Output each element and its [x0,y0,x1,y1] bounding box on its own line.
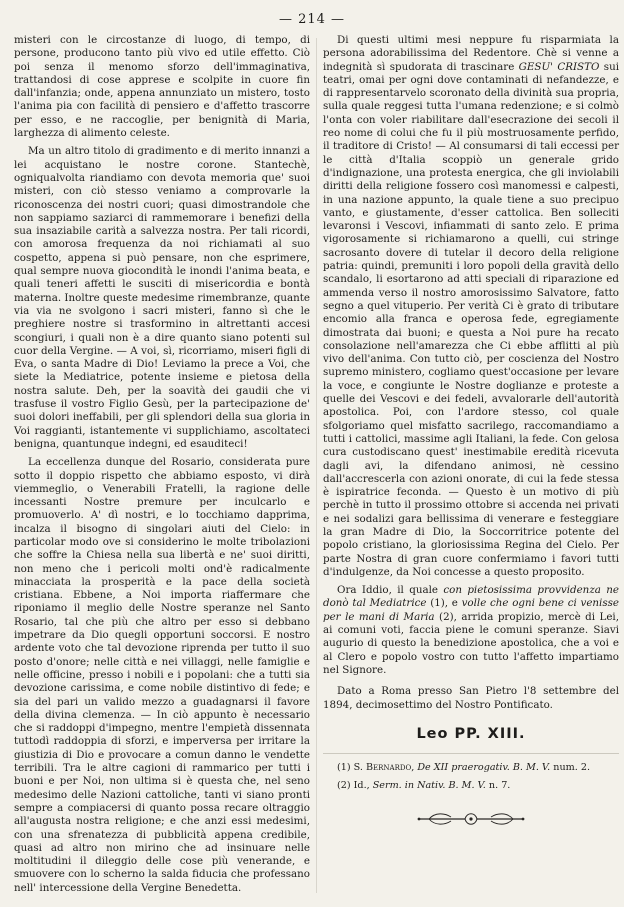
ornament-flourish [323,808,619,834]
footnote-ref: (1), e [430,597,458,610]
paragraph [323,584,619,677]
page-number: — 214 — [278,12,346,27]
footnote-rest: n. 7. [488,779,511,791]
paragraph: Ma un altro titolo di gradimento e di merito innanzi a lei acquistano le nostre corone. Stantechè, ogniqualvolta riandiamo con devota memoria que' suoi misteri, con ciò stesso veniamo a comprovarle la riconoscenza dei nostri cuori; quasi dimostrandole che non sappiamo saziarci di rammemorare i benefizi della sua insaziabile carità a salvezza nostra. Per tali ricordi, con amorosa frequenza da noi richiamati al suo cospetto, appena si può pensare, non che esprimere, qual sempre nuova giocondità le inondi l'anima beata, e quali teneri affetti le susciti di misericordia e bontà materna. Inoltre queste medesime rimembranze, quante via via ne svolgono i sacri misteri, fanno sì che le preghiere nostre si trasformino in altrettanti accesi scongiuri, i quali non è a dire quanto siano potenti sul cuor della Vergine. — A voi, sì, ricorriamo, miseri figli di Eva, o santa Madre di Dio! Leviamo la prece a Voi, che siete la Mediatrice, potente insieme e pietosa della nostra salute. Deh, per la soavità dei gaudii che vi trasfuse il vostro Figlio Gesù, per la partecipazione de' suoi dolori ineffabili, per gli splendori della sua gloria in Voi raggianti, istantemente vi supplichiamo, ascoltateci benigna, quantunque indegni, ed esauditeci! [14,145,310,450]
closing-date: Dato a Roma presso San Pietro l'8 settembre del 1894, decimosettimo del Nostro Pontificato. [323,685,619,711]
footnote-mark: (1) S. [337,762,363,774]
footnotes [323,753,619,792]
paragraph: misteri con le circostanze di luogo, di tempo, di persone, producono tanto più vivo ed utile effetto. Ciò poi senza il menomo sforzo dell'immaginativa, trattandosi di cose apprese e scolpite in cuore fin dall'infanzia; onde, appena annunziato un mistero, tosto l'anima pia con facilità di pensiero e d'affetto trascorre per esso, e ne raccoglie, per benignità di Maria, larghezza di alimento celeste. [14,34,310,140]
footnote: (1) S. Bernardo, De XII praerogativ. B. M. V. num. 2. [337,762,591,774]
paragraph [323,34,619,579]
quotation: con pietosissima provvidenza ne donò tal Mediatrice [323,584,619,610]
footnote-author: Bernardo [365,762,412,774]
text-run: sui teatri, omai per ogni dove contaminati di nefandezze, e di rappresentarvelo scoronato della divinità sua propria, sulla quale reggesi tutta l'umana redenzione; e si colmò l'onta con voler riabilitare dall'esecrazione dei secoli il reo nome di colui che fu il più mostruosamente perfido, il traditore di Cristo! — Al consumarsi di tali eccessi per le città d'Italia scoppiò un generale grido d'indignazione, una protesta energica, che gli inviolabili diritti della religione fossero così manomessi e calpesti, in una nazione appunto, la quale tiene a suo precipuo vanto, e giustamente, d'esser cattolica. Ben solleciti levaronsi i Vescovi, infiammati di santo zelo. E prima vigorosamente si richiamarono a quelli, cui stringe sacrosanto dovere di tutelar il decoro della religione patria: quindi, premuniti i loro popoli della gravità dello scandalo, li esortarono ad atti speciali di riparazione ed ammenda verso il nostro amorosissimo Salvatore, fatto segno a quel vituperio. Per verità Ci è grato di tributare encomio alla franca e operosa fede, egregiamente dimostrata dai buoni; e questa a Noi pure ha recato consolazione nell'amarezza che Ci ebbe afflitti al più vivo dell'anima. Con tutto ciò, per coscienza del Nostro supremo ministero, cogliamo quest'occasione per levare la voce, e congiunte le Nostre doglianze e proteste a quelle dei Vescovi e dei fedeli, avvalorarle dell'autorità apostolica. Poi, con l'ardore stesso, col quale sfolgoriamo quel misfatto sacrilego, raccomandiamo a tutti i cattolici, massime agli Italiani, la fede. Con gelosa cura custodiscano quest' inestimabile eredità ricevuta dagli avi, la difendano animosi, nè cessino dall'accrescerla con azioni onorate, di cui la fede stessa è ispiratrice feconda. — Questo è un motivo di più perchè in tutto il prossimo ottobre si accenda nei privati e nei sodalizi gara bellissima di venerare e festeggiare la gran Madre di Dio, la Soccorritrice potente del popolo cristiano, la gloriosissima Regina del Cielo. Per parte Nostra di gran cuore confermiamo i favori tutti d'indulgenze, da Noi concesse a questo proposito. [323,60,619,578]
text-run: (2), arrida propizio, mercè di Lei, ai comuni voti, faccia piene le comuni speranze. Siavi augurio di questo la benedizione apostolica, che a voi e al Clero e popolo vostro con tutto l'affetto impartiamo nel Signore. [323,610,620,676]
text-run: Ora Iddio, il quale [337,584,438,597]
quotation: volle che ogni bene ci venisse per le mani di Maria [323,597,619,623]
text-run: Di questi ultimi mesi neppure fu risparmiata la persona adorabilissima del Redentore. Chè si venne a indegnità sì spudorata di trascinare [323,34,619,73]
footnote-mark: (2) Id., [337,779,370,791]
footnote-work: De XII praerogativ. B. M. V. [417,762,551,774]
left-column [14,34,310,895]
flourish-icon [415,808,527,830]
footnote [323,780,619,793]
footnote-work: Serm. in Nativ. B. M. V. [372,779,486,791]
footnote-rest: num. 2. [553,762,591,774]
right-column [323,34,619,834]
column-divider [316,38,317,893]
signature: Leo PP. XIII. [416,725,526,742]
paragraph: La eccellenza dunque del Rosario, considerata pure sotto il doppio rispetto che abbiamo esposto, vi dirà viemmeglio, o Venerabili Fratelli, la ragione delle incessanti Nostre premure per inculcarlo e promuoverlo. A' dì nostri, e lo tocchiamo dapprima, incalza il bisogno di singolari aiuti del Cielo: in particolar modo ove si considerino le molte tribolazioni che soffre la Chiesa nella sua libertà e ne' suoi diritti, non meno che i pericoli molti ond'è radicalmente minacciata la prosperità e la pace della società cristiana. Ebbene, a Noi importa riaffermare che riponiamo il meglio delle Nostre speranze nel Santo Rosario, tal che più che altro per esso si debbano impetrare da Dio quegli opportuni soccorsi. E nostro ardente voto che tal devozione riprenda per tutto il suo posto d'onore; nelle città e nei villaggi, nelle famiglie e nelle officine, presso i nobili e i popolani: che a tutti sia devozione carissima, e come nobile distintivo di fede; e sia del pari un valido mezzo a guadagnarsi il favore della divina clemenza. — In ciò appunto è necessario che si raddoppi d'impegno, mentre l'empietà dissennata tuttodì raddoppia di sforzi, e imperversa per irritare la giustizia di Dio e provocare a comun danno le vendette terribili. Tra le altre cagioni di rammarico per tutti i buoni e per Noi, non ultima si è questa che, nel seno medesimo delle Nazioni cattoliche, tanti vi siano pronti sempre a compiacersi di quanto possa recare oltraggio all'augusta nostra religione; e che anzi essi medesimi, con una sfrenatezza di pubblicità appena credibile, quasi ad altro non mirino che ad insinuare nelle moltitudini il dileggio delle cose più venerande, e smuovere con lo scherno la salda fiducia che professano nell' intercessione della Vergine Benedetta. [14,456,310,894]
emphasized-name: GESU' CRISTO [518,60,600,73]
